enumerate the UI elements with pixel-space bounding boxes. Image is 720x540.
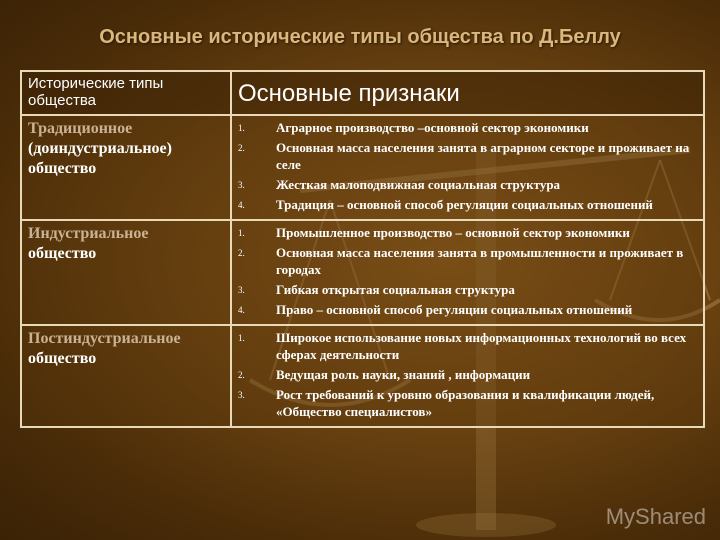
type-name: Индустриальное xyxy=(28,225,149,242)
type-subtitle: общество xyxy=(28,350,97,367)
item-text: Промышленное производство – основной сектор экономики xyxy=(276,225,630,240)
table-header-row xyxy=(21,71,704,115)
item-text: Гибкая открытая социальная структура xyxy=(276,282,515,297)
item-number: 1. xyxy=(238,228,245,238)
item-number: 3. xyxy=(238,285,245,295)
list-item xyxy=(238,244,697,278)
list-item xyxy=(238,301,697,318)
item-number: 2. xyxy=(238,248,245,258)
table-row-industrial xyxy=(21,220,704,325)
traits-list xyxy=(238,224,697,318)
list-item xyxy=(238,119,697,136)
item-text: Аграрное производство –основной сектор экономики xyxy=(276,120,589,135)
list-item xyxy=(238,329,697,363)
header-types-label: Исторические типы общества xyxy=(28,75,164,109)
item-number: 1. xyxy=(238,333,245,343)
traits-cell xyxy=(231,220,704,325)
header-traits-label: Основные признаки xyxy=(238,80,460,107)
traits-list xyxy=(238,329,697,420)
type-name: Традиционное xyxy=(28,120,133,137)
header-cell-types xyxy=(21,71,231,115)
item-text: Широкое использование новых информационных технологий во всех сферах деятельности xyxy=(276,330,687,362)
type-cell xyxy=(21,220,231,325)
item-number: 2. xyxy=(238,370,245,380)
table-row-postindustrial xyxy=(21,325,704,427)
item-number: 4. xyxy=(238,200,245,210)
list-item xyxy=(238,386,697,420)
society-types-table xyxy=(20,70,705,428)
type-name: Постиндустриальное xyxy=(28,330,181,347)
table-row-traditional xyxy=(21,115,704,220)
watermark-logo: MyShared xyxy=(605,504,706,529)
list-item xyxy=(238,176,697,193)
item-number: 3. xyxy=(238,180,245,190)
list-item xyxy=(238,224,697,241)
item-text: Традиция – основной способ регуляции социальных отношений xyxy=(276,197,653,212)
item-text: Рост требований к уровню образования и квалификации людей, «Общество специалистов» xyxy=(276,387,655,419)
item-text: Основная масса населения занята в промышленности и проживает в городах xyxy=(276,245,684,277)
slide-title: Основные исторические типы общества по Д.Беллу xyxy=(99,26,621,48)
item-text: Жесткая малоподвижная социальная структура xyxy=(276,177,561,192)
list-item xyxy=(238,196,697,213)
item-text: Право – основной способ регуляции социальных отношений xyxy=(276,302,633,317)
traits-cell xyxy=(231,115,704,220)
type-subtitle: общество xyxy=(28,245,97,262)
header-cell-traits xyxy=(231,71,704,115)
item-number: 1. xyxy=(238,123,245,133)
item-number: 2. xyxy=(238,143,245,153)
item-text: Основная масса населения занята в аграрном секторе и проживает на селе xyxy=(276,140,690,172)
item-text: Ведущая роль науки, знаний , информации xyxy=(276,367,531,382)
traits-cell xyxy=(231,325,704,427)
traits-list xyxy=(238,119,697,213)
list-item xyxy=(238,366,697,383)
type-subtitle: (доиндустриальное) общество xyxy=(28,140,172,177)
item-number: 3. xyxy=(238,390,245,400)
list-item xyxy=(238,281,697,298)
type-cell xyxy=(21,115,231,220)
item-number: 4. xyxy=(238,305,245,315)
list-item xyxy=(238,139,697,173)
type-cell xyxy=(21,325,231,427)
